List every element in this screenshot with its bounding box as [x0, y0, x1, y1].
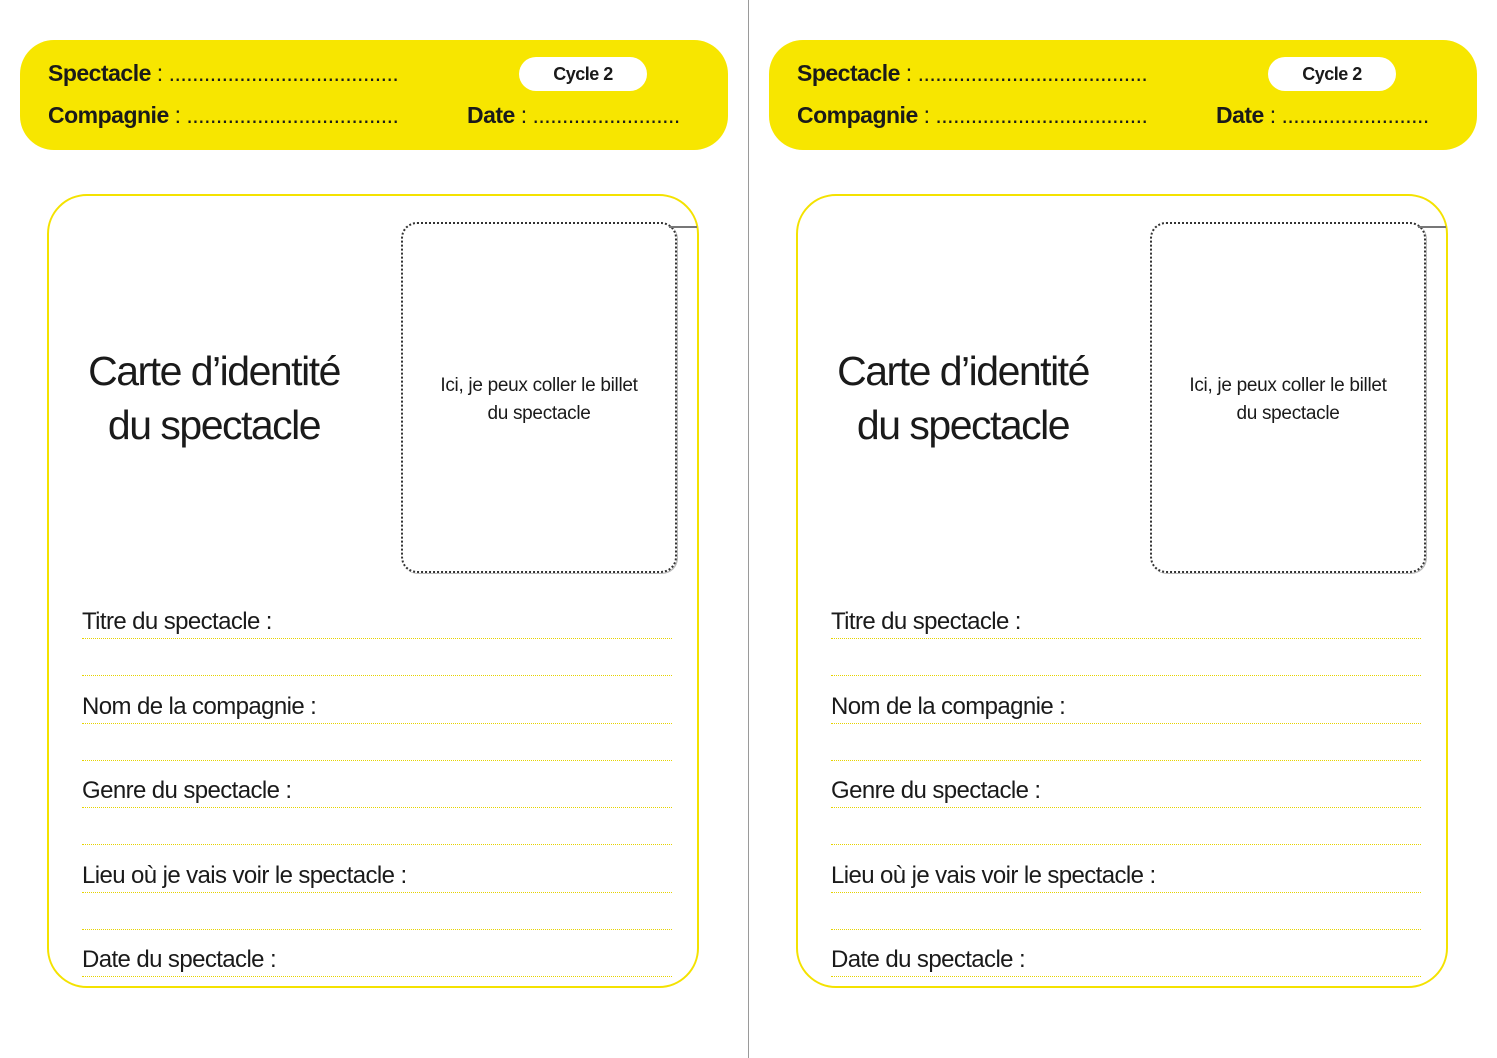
field-dotted-line	[831, 638, 1421, 639]
ticket-instruction-line1: Ici, je peux coller le billet	[440, 375, 638, 396]
field-compagnie[interactable]	[831, 693, 1421, 729]
field-label-date: Date du spectacle :	[82, 946, 284, 974]
identity-card	[796, 194, 1448, 988]
compagnie-label: Compagnie	[797, 102, 918, 128]
field-label-lieu: Lieu où je vais voir le spectacle :	[831, 862, 1164, 890]
cycle-badge: Cycle 2	[1268, 57, 1396, 91]
field-lieu[interactable]	[831, 862, 1421, 898]
card-title-line2: du spectacle	[107, 402, 321, 448]
sheet-right	[749, 0, 1497, 1058]
ticket-instruction-line2: du spectacle	[1236, 403, 1340, 424]
corner-mark	[1418, 226, 1446, 228]
field-label-genre: Genre du spectacle :	[831, 777, 1048, 805]
field-dotted-line	[82, 976, 672, 977]
card-title	[69, 344, 359, 452]
date-line	[1216, 102, 1429, 129]
answer-line[interactable]	[831, 675, 1421, 676]
field-label-genre: Genre du spectacle :	[82, 777, 299, 805]
card-title	[818, 344, 1108, 452]
field-dotted-line	[82, 892, 672, 893]
field-date[interactable]	[82, 946, 672, 982]
ticket-paste-area[interactable]	[1150, 222, 1426, 573]
field-label-lieu: Lieu où je vais voir le spectacle :	[82, 862, 415, 890]
answer-line[interactable]	[82, 760, 672, 761]
field-label-compagnie: Nom de la compagnie :	[82, 693, 324, 721]
spectacle-blank[interactable]: : .......................................	[150, 60, 399, 86]
date-label: Date	[1216, 102, 1264, 128]
card-title-line1: Carte d’identité	[837, 348, 1089, 394]
spectacle-blank[interactable]: : .......................................	[899, 60, 1148, 86]
field-date[interactable]	[831, 946, 1421, 982]
date-blank[interactable]: : .........................	[1263, 102, 1429, 128]
card-title-line1: Carte d’identité	[88, 348, 340, 394]
field-genre[interactable]	[831, 777, 1421, 813]
field-dotted-line	[831, 723, 1421, 724]
field-genre[interactable]	[82, 777, 672, 813]
answer-line[interactable]	[831, 929, 1421, 930]
spectacle-label: Spectacle	[48, 60, 151, 86]
ticket-instruction-line2: du spectacle	[487, 403, 591, 424]
answer-line[interactable]	[82, 844, 672, 845]
answer-line[interactable]	[831, 844, 1421, 845]
field-compagnie[interactable]	[82, 693, 672, 729]
compagnie-blank[interactable]: : ....................................	[168, 102, 399, 128]
ticket-instruction	[1152, 372, 1424, 428]
field-dotted-line	[82, 723, 672, 724]
field-titre[interactable]	[82, 608, 672, 644]
date-label: Date	[467, 102, 515, 128]
field-label-date: Date du spectacle :	[831, 946, 1033, 974]
ticket-instruction-line1: Ici, je peux coller le billet	[1189, 375, 1387, 396]
header-banner	[769, 40, 1477, 150]
field-lieu[interactable]	[82, 862, 672, 898]
spectacle-label: Spectacle	[797, 60, 900, 86]
field-titre[interactable]	[831, 608, 1421, 644]
sheet-left	[0, 0, 748, 1058]
identity-card	[47, 194, 699, 988]
compagnie-blank[interactable]: : ....................................	[917, 102, 1148, 128]
answer-line[interactable]	[831, 760, 1421, 761]
spectacle-line	[797, 60, 1147, 87]
field-dotted-line	[831, 892, 1421, 893]
compagnie-line	[48, 102, 398, 129]
field-label-titre: Titre du spectacle :	[831, 608, 1029, 636]
card-title-line2: du spectacle	[856, 402, 1070, 448]
corner-mark	[669, 226, 697, 228]
header-banner	[20, 40, 728, 150]
field-label-compagnie: Nom de la compagnie :	[831, 693, 1073, 721]
compagnie-label: Compagnie	[48, 102, 169, 128]
field-dotted-line	[82, 638, 672, 639]
field-dotted-line	[831, 976, 1421, 977]
field-dotted-line	[82, 807, 672, 808]
date-line	[467, 102, 680, 129]
cycle-badge: Cycle 2	[519, 57, 647, 91]
compagnie-line	[797, 102, 1147, 129]
spectacle-line	[48, 60, 398, 87]
answer-line[interactable]	[82, 675, 672, 676]
field-dotted-line	[831, 807, 1421, 808]
ticket-instruction	[403, 372, 675, 428]
field-label-titre: Titre du spectacle :	[82, 608, 280, 636]
date-blank[interactable]: : .........................	[514, 102, 680, 128]
ticket-paste-area[interactable]	[401, 222, 677, 573]
answer-line[interactable]	[82, 929, 672, 930]
